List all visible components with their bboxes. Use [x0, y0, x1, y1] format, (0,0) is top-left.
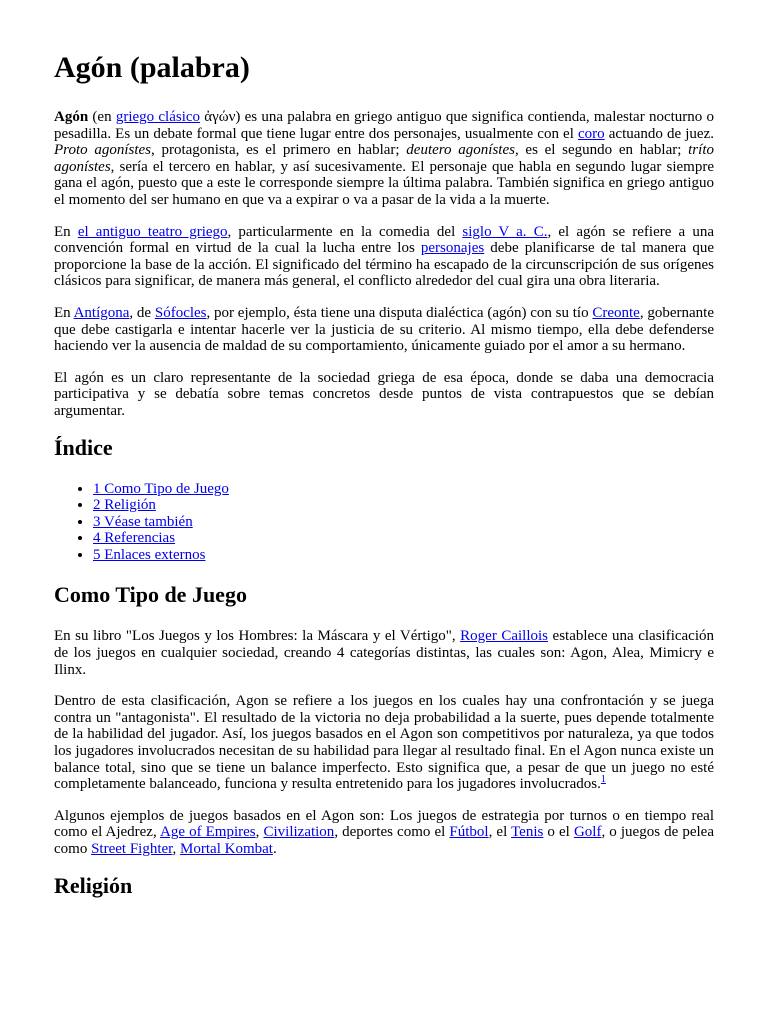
text: Dentro de esta clasificación, Agon se refiere a los juegos en los cuales hay una confrontación y se juega contra un "antagonista". El resultado de la victoria no deja probabilidad a la suerte, pues depende totalmente de la habilidad del jugador. Así, los juegos basados en el Agon son competitivos por naturaleza, ya que todos los jugadores involucrados necesitan de su habilidad para llegar al resultado final. En el Agon nunca existe un balance total, sino que se tiene un balance imperfecto. Esto significa que, a pesar de que un juego no esté completamente balanceado, funciona y resulta entretenido para los jugadores involucrados. [54, 693, 714, 793]
text: En [54, 223, 78, 240]
link-creonte[interactable]: Creonte [592, 304, 640, 321]
link-griego-clasico[interactable]: griego clásico [115, 109, 201, 125]
link-street-fighter[interactable]: Street Fighter [91, 841, 173, 857]
text: ἀγών) es una palabra en griego antiguo que significa contienda, malestar nocturno o pesadilla. Es un debate formal que tiene lugar entre dos personajes, usualmente con el [54, 109, 714, 142]
link-coro[interactable]: coro [577, 125, 605, 142]
text: En su libro "Los Juegos y los Hombres: la Máscara y el Vértigo", [54, 628, 461, 645]
link-civilization[interactable]: Civilization [263, 824, 335, 841]
section-heading-tipo-de-juego: Como Tipo de Juego [54, 582, 247, 608]
italic-term: tríto agonístes [54, 142, 714, 175]
text: , o juegos de pelea como [54, 824, 715, 857]
text: establece una clasificación de los juegos en cualquier sociedad, creando 4 categorías distintas, las cuales son: Agon, Alea, Mimicry e Ilinx. [54, 628, 714, 678]
text: actuando de juez. [604, 125, 714, 142]
link-age-of-empires[interactable]: Age of Empires [159, 824, 256, 841]
link-siglo-v[interactable]: siglo V a. C. [462, 223, 548, 240]
text: o el [543, 824, 574, 841]
toc-link-enlaces-externos[interactable]: 5 Enlaces externos [93, 546, 206, 563]
link-futbol[interactable]: Fútbol [449, 824, 489, 841]
toc-item [93, 514, 714, 531]
text: (en [88, 109, 116, 125]
link-antiguo-teatro-griego[interactable]: el antiguo teatro griego [77, 223, 228, 240]
italic-term: Proto agonístes [54, 142, 151, 159]
text: , sería el tercero en hablar, y así sucesivamente. El personaje que habla en segundo lugar siempre gana el agón, puesto que a este le corresponde siempre la última palabra. También significa en griego antiguo el momento del ser humano en que va a expirar o va a pasar de la vida a la muerte. [54, 158, 714, 208]
toc-heading: Índice [54, 434, 113, 460]
toc-item [93, 530, 714, 547]
toc-link-referencias[interactable]: 4 Referencias [93, 530, 176, 547]
toc-link-tipo-de-juego[interactable]: 1 Como Tipo de Juego [93, 480, 229, 497]
text: , [255, 824, 264, 841]
text: , el agón se refiere a una convención formal en virtud de la cual la lucha entre los [54, 223, 714, 257]
paragraph-clasificacion [54, 693, 714, 793]
reference-link[interactable]: 1 [600, 774, 606, 786]
toc-item [93, 497, 714, 514]
paragraph-sociedad: El agón es un claro representante de la sociedad griega de esa época, donde se daba una democracia participativa y se debatía sobre temas concretos desde puntos de vista contrapuestos que se debían argumentar. [54, 369, 714, 419]
toc-item [93, 481, 714, 498]
text: Algunos ejemplos de juegos basados en el Agon son: Los juegos de estrategia por turnos o en tiempo real como el Ajedrez, [54, 807, 714, 841]
link-mortal-kombat[interactable]: Mortal Kombat [180, 841, 273, 857]
link-sofocles[interactable]: Sófocles [154, 304, 207, 321]
reference-superscript [601, 774, 606, 785]
text: . [272, 841, 277, 857]
toc-item [93, 547, 714, 564]
section-heading-religion: Religión [54, 872, 133, 898]
text: , protagonista, es el primero en hablar; [151, 142, 407, 159]
toc-link-religion[interactable]: 2 Religión [93, 497, 156, 514]
paragraph-antigona [54, 305, 714, 355]
link-golf[interactable]: Golf [573, 824, 602, 841]
paragraph-caillois [54, 628, 714, 678]
text: , particularmente en la comedia del [227, 223, 463, 240]
text: , por ejemplo, ésta tiene una disputa dialéctica (agón) con su tío [206, 304, 593, 321]
text: , de [129, 304, 155, 321]
paragraph-ejemplos [54, 808, 714, 858]
text: , es el segundo en hablar; [514, 142, 689, 159]
toc-list [54, 481, 714, 564]
link-antigona[interactable]: Antígona [73, 304, 130, 321]
paragraph-teatro [54, 224, 714, 290]
text: debe planificarse de tal manera que proporcione la base de la acción. El significado del término ha escapado de la circunscripción de sus orígenes clásicos para significar, de manera más general, el conflicto alrededor del cual gira una obra literaria. [54, 240, 714, 290]
text: En [54, 304, 74, 321]
link-tenis[interactable]: Tenis [511, 824, 544, 841]
text: , [172, 841, 181, 857]
page-title: Agón (palabra) [54, 51, 250, 84]
text: , deportes como el [334, 824, 450, 841]
term-bold: Agón [54, 109, 89, 125]
intro-paragraph [54, 109, 714, 209]
italic-term: deutero agonístes [406, 142, 515, 159]
toc-link-vease-tambien[interactable]: 3 Véase también [93, 513, 193, 530]
link-personajes[interactable]: personajes [420, 240, 485, 257]
text: , el [488, 824, 512, 841]
text: , gobernante que debe castigarla e intentar hacerle ver la justicia de su criterio. Al mismo tiempo, ella debe defenderse haciendo ver la ausencia de maldad de su comportamiento, únicamente guiado por el amor a su hermano. [54, 304, 714, 355]
link-roger-caillois[interactable]: Roger Caillois [460, 628, 549, 645]
